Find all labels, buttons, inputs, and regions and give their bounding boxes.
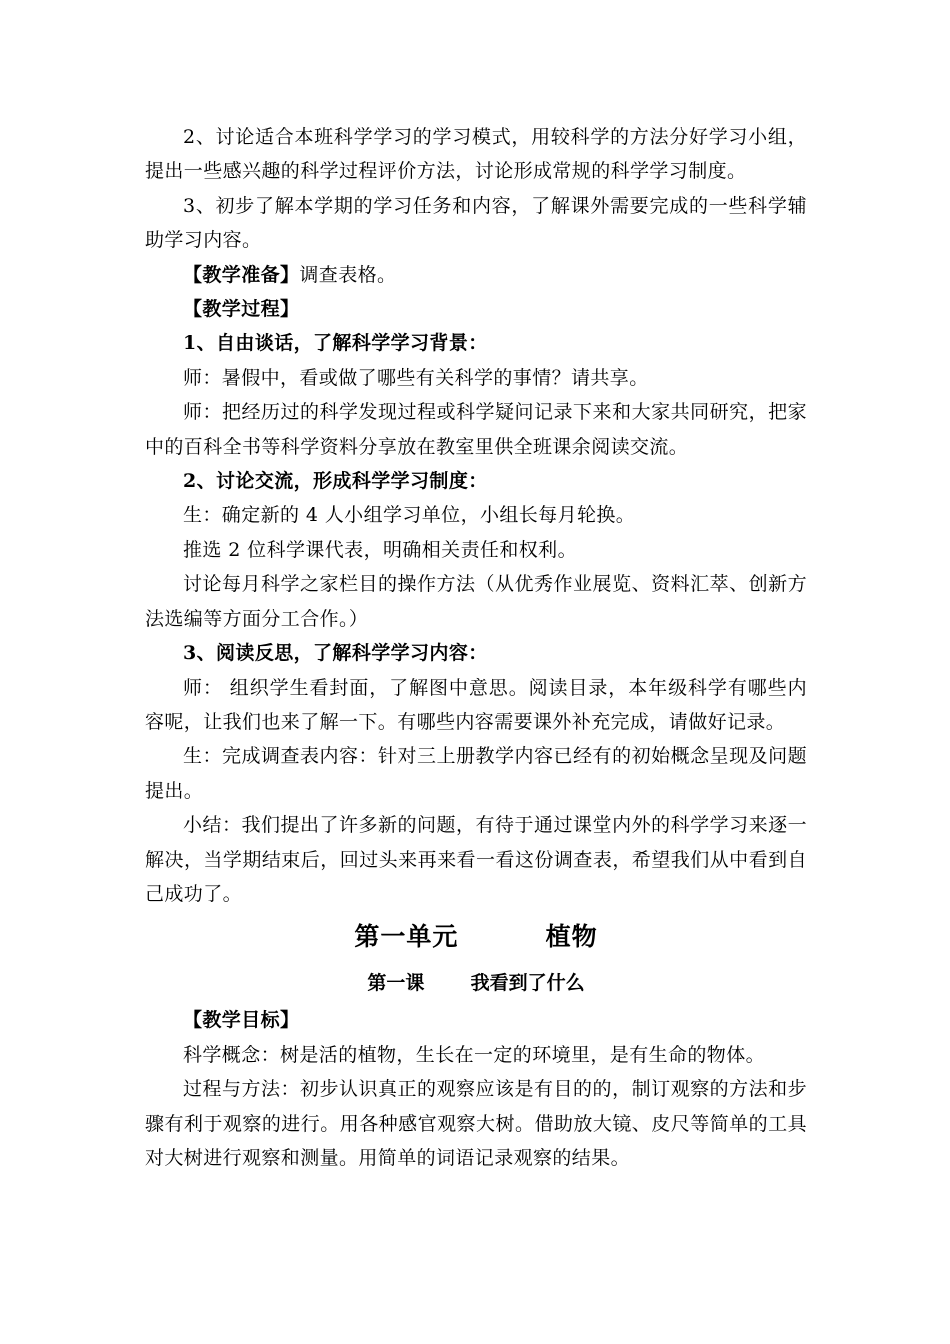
teaching-goals-label: 【教学目标】	[183, 1009, 300, 1032]
unit-title: 第一单元 植物	[354, 922, 598, 952]
step2-line-2: 推选 2 位科学课代表，明确相关责任和权利。	[183, 538, 577, 561]
step2-heading: 2、讨论交流，形成科学学习制度：	[183, 470, 488, 493]
step2-line-1: 生：确定新的 4 人小组学习单位，小组长每月轮换。	[183, 504, 636, 527]
step2-line-3: 讨论每月科学之家栏目的操作方法（从优秀作业展览、资料汇萃、创新方法选编等方面分工合作。）	[145, 573, 807, 630]
step3-line-1: 师： 组织学生看封面，了解图中意思。阅读目录，本年级科学有哪些内容呢，让我们也来了解一下。有哪些内容需要课外补充完成，请做好记录。	[145, 676, 807, 733]
step1-line-2: 师：把经历过的科学发现过程或科学疑问记录下来和大家共同研究，把家中的百科全书等科学资料分享放在教室里供全班课余阅读交流。	[145, 401, 807, 458]
teaching-prep-paragraph	[145, 258, 807, 292]
step1-heading: 1、自由谈话，了解科学学习背景：	[183, 332, 488, 355]
goal-process-method: 过程与方法：初步认识真正的观察应该是有目的的，制订观察的方法和步骤有利于观察的进行。用各种感官观察大树。借助放大镜、皮尺等简单的工具对大树进行观察和测量。用简单的词语记录观察的结果。	[145, 1078, 807, 1169]
goal-3-paragraph: 3、初步了解本学期的学习任务和内容，了解课外需要完成的一些科学辅助学习内容。	[145, 194, 807, 252]
teaching-process-label: 【教学过程】	[183, 298, 300, 321]
step3-summary: 小结：我们提出了许多新的问题，有待于通过课堂内外的科学学习来逐一解决，当学期结束后，回过头来再来看一看这份调查表，希望我们从中看到自己成功了。	[145, 814, 807, 905]
teaching-prep-label: 【教学准备】	[183, 263, 300, 286]
goal-2-paragraph: 2、讨论适合本班科学学习的学习模式，用较科学的方法分好学习小组，提出一些感兴趣的科学过程评价方法，讨论形成常规的科学学习制度。	[145, 126, 807, 183]
goal-science-concept: 科学概念：树是活的植物，生长在一定的环境里，是有生命的物体。	[183, 1043, 766, 1066]
step3-heading: 3、阅读反思，了解科学学习内容：	[183, 642, 488, 665]
step3-line-2: 生：完成调查表内容：针对三上册教学内容已经有的初始概念呈现及问题提出。	[145, 745, 807, 802]
lesson-title: 第一课 我看到了什么	[367, 972, 585, 995]
step1-line-1: 师：暑假中，看或做了哪些有关科学的事情？请共享。	[183, 366, 649, 389]
document-body	[145, 120, 807, 1175]
teaching-prep-text: 调查表格。	[299, 263, 397, 286]
